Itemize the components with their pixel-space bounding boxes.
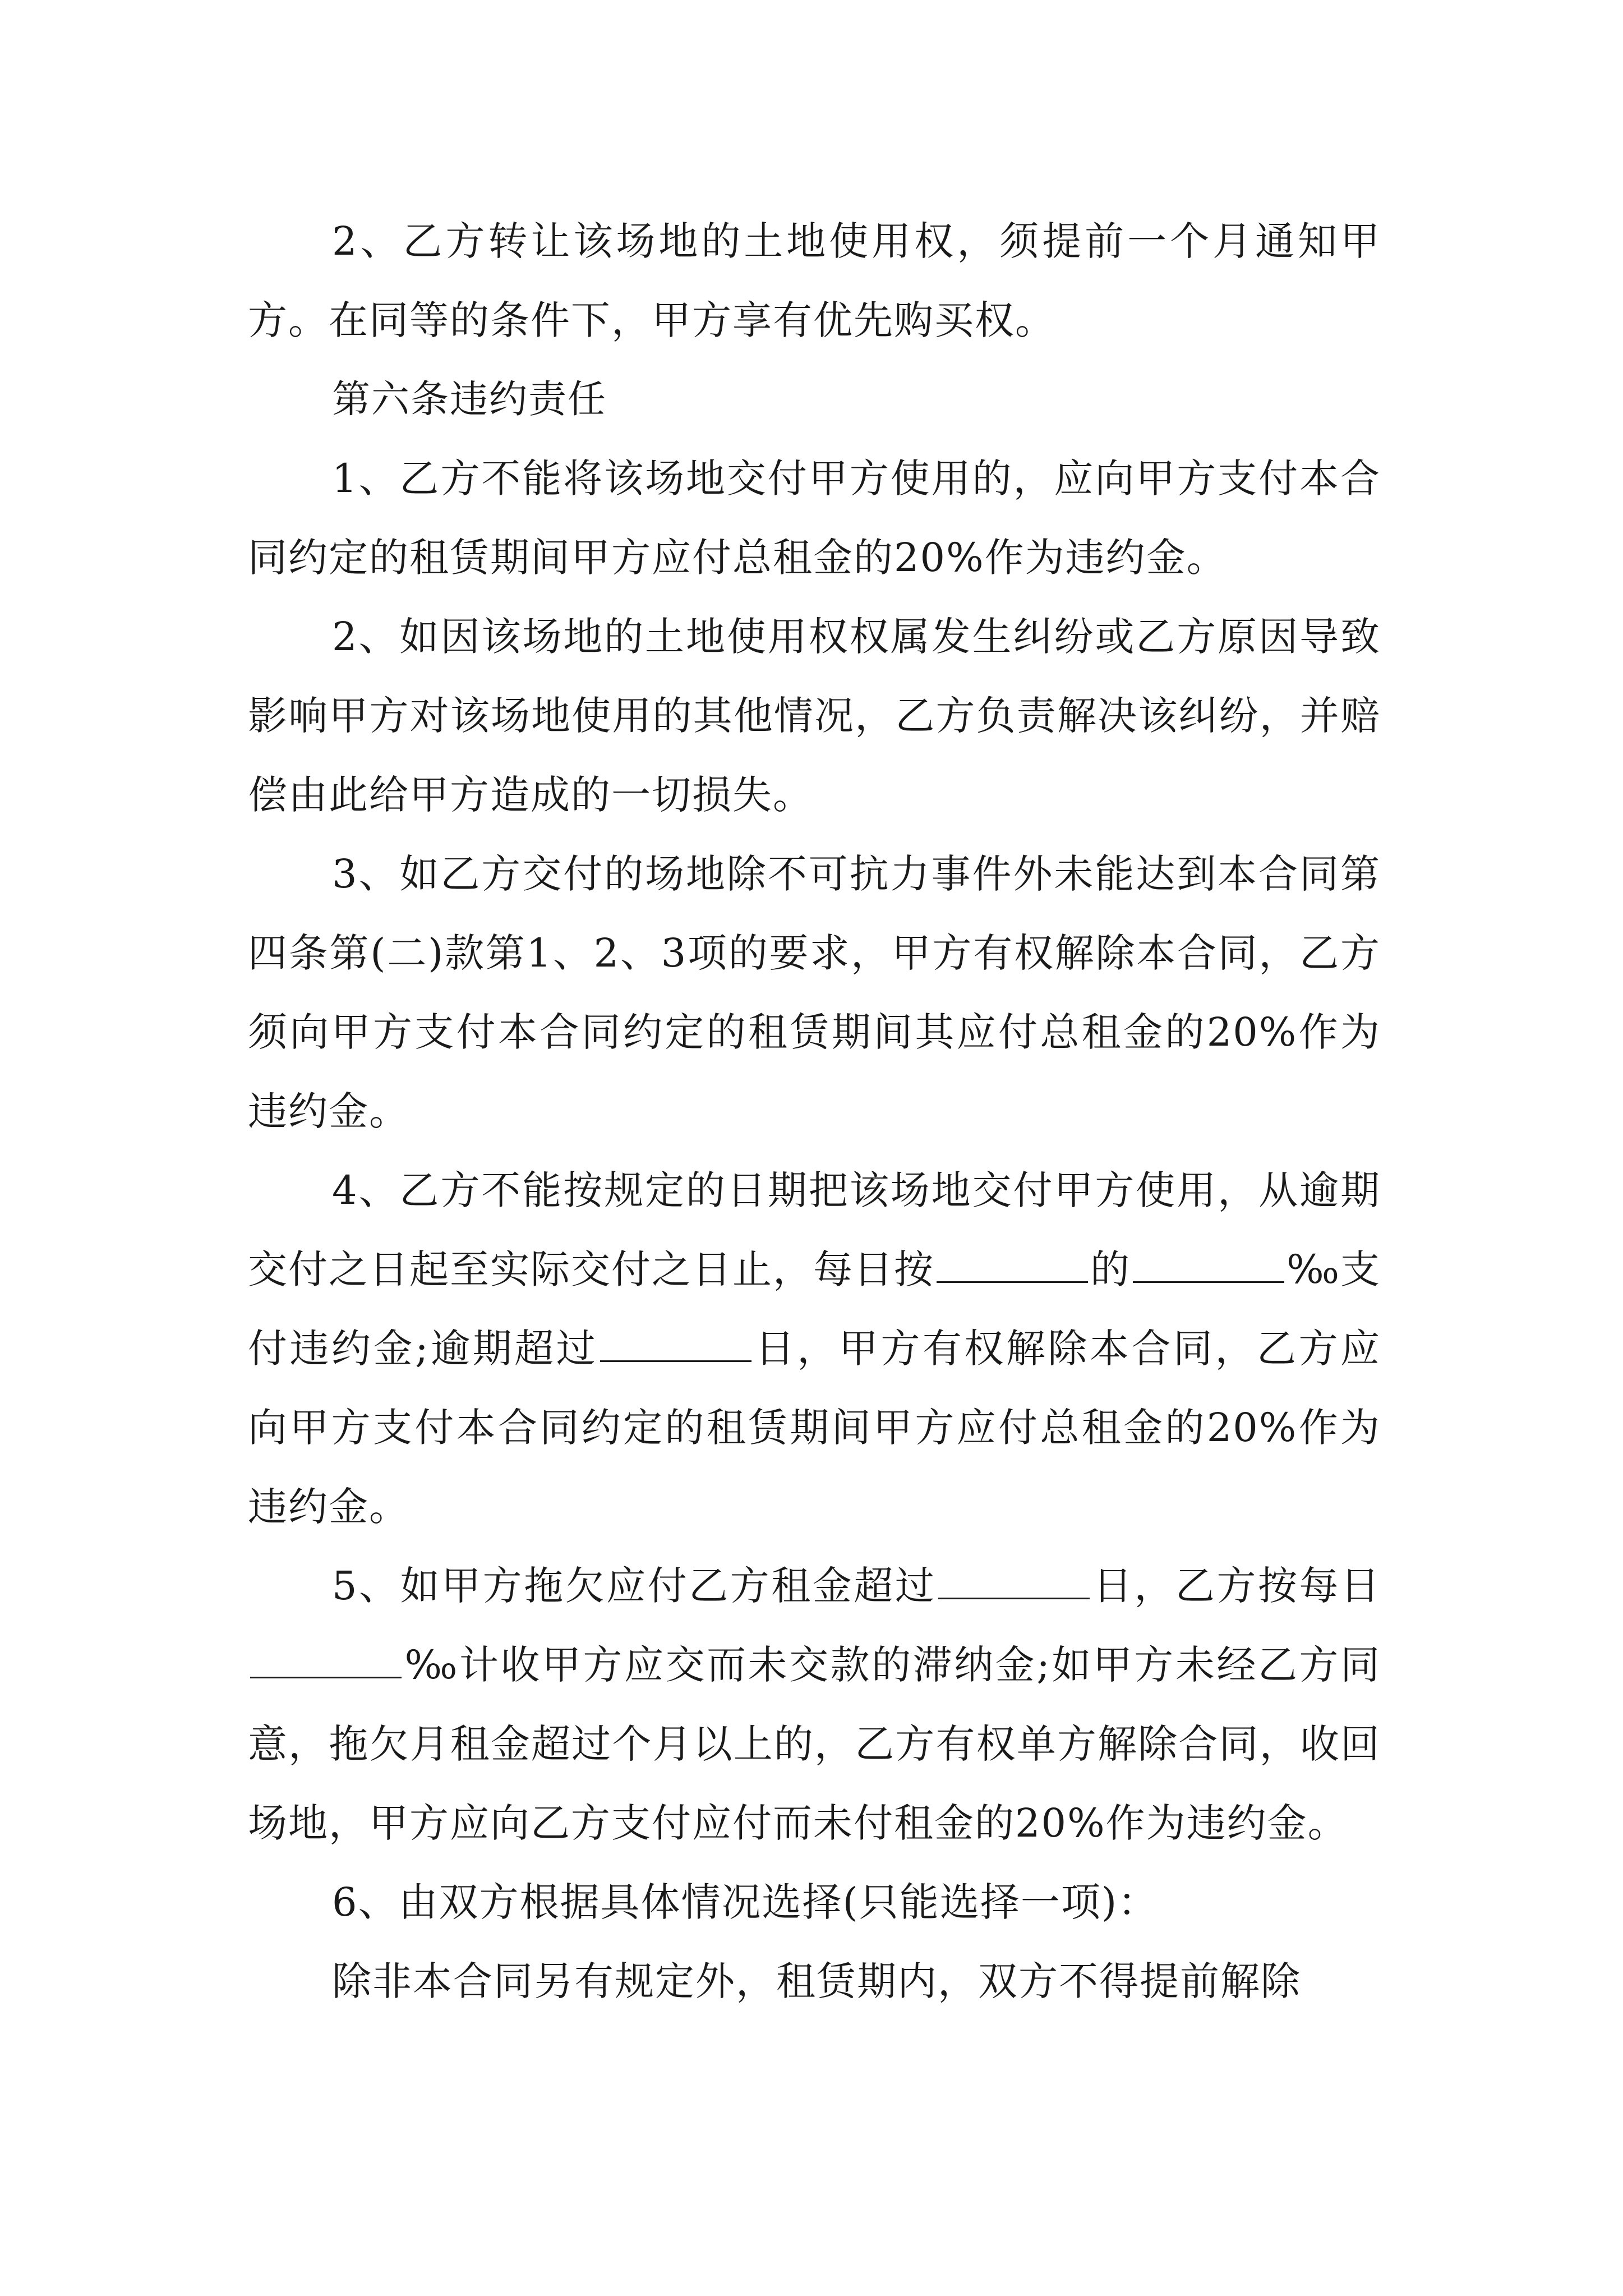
fill-blank <box>937 1281 1088 1283</box>
document-body <box>248 202 1381 2021</box>
clause-4-text-d: 日，甲方有权解除本合同，乙方应向甲方支付本合同约定的租赁期间甲方应付总租金的20%作为违约金。 <box>248 1326 1381 1530</box>
clause-4-text-b: 的 <box>1090 1246 1131 1292</box>
paragraph-clause-5 <box>248 1547 1381 1863</box>
paragraph-clause-4 <box>248 1151 1381 1547</box>
section-heading-liability: 第六条违约责任 <box>332 378 607 422</box>
clause-4-text-a: 4、乙方不能按规定的日期把该场地交付甲方使用，从逾期交付之日起至实际交付之日止，每日按 <box>248 1167 1381 1292</box>
paragraph-transfer-notice: 2、乙方转让该场地的土地使用权，须提前一个月通知甲方。在同等的条件下，甲方享有优先购买权。 <box>248 218 1381 343</box>
clause-4-text-c: ‰支付违约金;逾期超过 <box>248 1246 1381 1372</box>
paragraph-clause-2: 2、如因该场地的土地使用权权属发生纠纷或乙方原因导致影响甲方对该场地使用的其他情况，乙方负责解决该纠纷，并赔偿由此给甲方造成的一切损失。 <box>248 614 1381 818</box>
paragraph-clause-6: 6、由双方根据具体情况选择(只能选择一项)： <box>332 1879 1159 1925</box>
fill-blank <box>250 1676 402 1678</box>
clause-5-text-a: 5、如甲方拖欠应付乙方租金超过 <box>332 1563 937 1609</box>
fill-blank <box>600 1360 751 1362</box>
fill-blank <box>1133 1281 1284 1283</box>
clause-5-text-c: ‰计收甲方应交而未交款的滞纳金;如甲方未经乙方同意，拖欠月租金超过个月以上的，乙方有权单方解除合同，收回场地，甲方应向乙方支付应付而未付租金的20%作为违约金。 <box>248 1642 1381 1846</box>
paragraph-termination: 除非本合同另有规定外，租赁期内，双方不得提前解除 <box>332 1958 1301 2004</box>
paragraph-clause-3: 3、如乙方交付的场地除不可抗力事件外未能达到本合同第四条第(二)款第1、2、3项的要求，甲方有权解除本合同，乙方须向甲方支付本合同约定的租赁期间其应付总租金的20%作为违约金。 <box>248 851 1381 1134</box>
clause-5-text-b: 日，乙方按每日 <box>1092 1563 1381 1609</box>
fill-blank <box>938 1597 1090 1599</box>
paragraph-clause-1: 1、乙方不能将该场地交付甲方使用的，应向甲方支付本合同约定的租赁期间甲方应付总租金的20%作为违约金。 <box>248 455 1381 581</box>
